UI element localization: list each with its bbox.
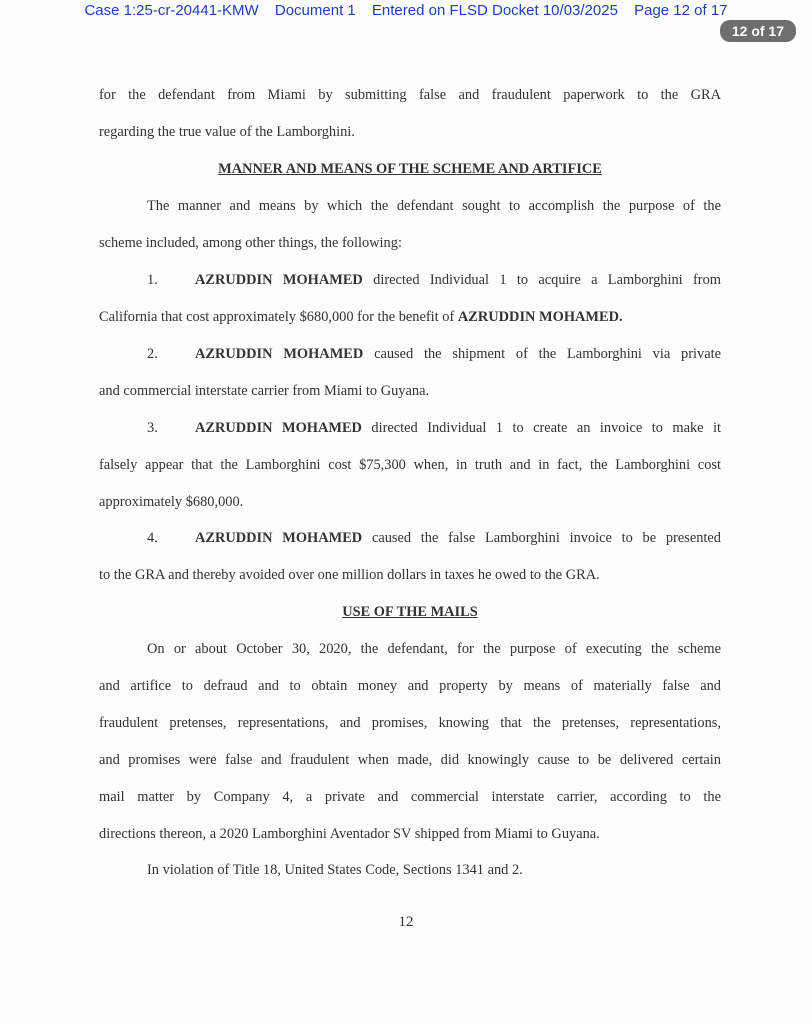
mails-line-1: On or about October 30, 2020, the defendant, for the purpose of executing the scheme <box>147 641 721 657</box>
document-number: Document 1 <box>274 2 356 19</box>
item-3-name: AZRUDDIN MOHAMED <box>195 420 362 436</box>
item-4-text-1: caused the false Lamborghini invoice to be presented <box>371 530 721 546</box>
item-1-name: AZRUDDIN MOHAMED <box>195 272 363 288</box>
heading-use-of-the-mails: USE OF THE MAILS <box>342 604 478 620</box>
heading-manner-and-means: MANNER AND MEANS OF THE SCHEME AND ARTIFICE <box>218 161 602 177</box>
page-counter-badge: 12 of 17 <box>720 20 796 42</box>
violation-line: In violation of Title 18, United States Code, Sections 1341 and 2. <box>147 862 523 878</box>
item-2-line-1 <box>99 346 721 363</box>
mails-line-5: mail matter by Company 4, a private and commercial interstate carrier, according to the <box>99 789 721 805</box>
case-number: Case 1:25-cr-20441-KMW <box>84 2 259 19</box>
manner-line-2: scheme included, among other things, the following: <box>99 235 402 251</box>
docket-header <box>0 0 812 22</box>
intro-line-2: regarding the true value of the Lamborghini. <box>99 124 355 140</box>
item-4-number: 4. <box>147 530 158 546</box>
item-4-name: AZRUDDIN MOHAMED <box>195 530 363 546</box>
item-4-line-1 <box>99 530 721 547</box>
item-1-name-2: AZRUDDIN MOHAMED. <box>457 309 623 325</box>
item-3-number: 3. <box>147 420 158 436</box>
item-4-line-2: to the GRA and thereby avoided over one million dollars in taxes he owed to the GRA. <box>99 567 600 583</box>
item-2-name: AZRUDDIN MOHAMED <box>195 346 364 362</box>
docket-page: Page 12 of 17 <box>634 2 728 19</box>
mails-line-4: and promises were false and fraudulent when made, did knowingly cause to be delivered certain <box>99 752 721 768</box>
item-2-line-2: and commercial interstate carrier from Miami to Guyana. <box>99 383 430 399</box>
item-1-text-1: directed Individual 1 to acquire a Lamborghini from <box>373 272 721 288</box>
item-1-number: 1. <box>147 272 158 288</box>
page-number: 12 <box>398 914 414 930</box>
item-3-line-2: falsely appear that the Lamborghini cost $75,300 when, in truth and in fact, the Lamborghini cost <box>99 457 721 473</box>
item-3-line-3: approximately $680,000. <box>99 494 244 510</box>
mails-line-6: directions thereon, a 2020 Lamborghini Aventador SV shipped from Miami to Guyana. <box>99 826 600 842</box>
item-1-text-2: California that cost approximately $680,000 for the benefit of <box>99 309 455 325</box>
manner-line-1: The manner and means by which the defendant sought to accomplish the purpose of the <box>147 198 721 214</box>
item-2-text-1: caused the shipment of the Lamborghini via private <box>374 346 721 362</box>
item-3-line-1 <box>99 420 721 437</box>
intro-line-1: for the defendant from Miami by submitting false and fraudulent paperwork to the GRA <box>99 87 721 103</box>
mails-line-2: and artifice to defraud and to obtain money and property by means of materially false and <box>99 678 721 694</box>
item-1-line-2 <box>99 309 721 326</box>
mails-line-3: fraudulent pretenses, representations, and promises, knowing that the pretenses, representations, <box>99 715 721 731</box>
docket-entry: Entered on FLSD Docket 10/03/2025 <box>371 2 618 19</box>
item-1-line-1 <box>99 272 721 289</box>
item-2-number: 2. <box>147 346 158 362</box>
item-3-text-1: directed Individual 1 to create an invoice to make it <box>371 420 721 436</box>
